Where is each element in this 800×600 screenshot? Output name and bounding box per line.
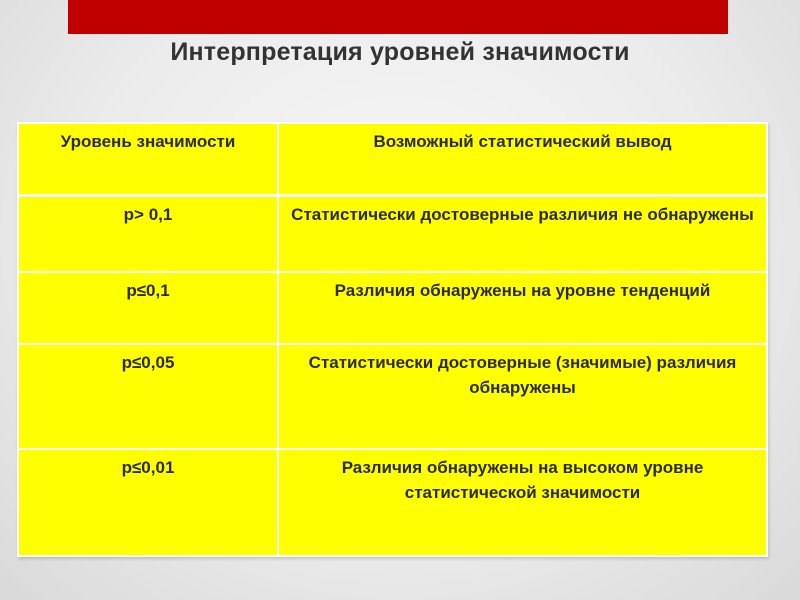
table-row (18, 272, 767, 344)
level-cell: р≤0,05 (18, 344, 278, 449)
significance-table (17, 122, 768, 557)
conclusion-cell: Статистически достоверные (значимые) различия обнаружены (278, 344, 767, 449)
table-header-row (18, 123, 767, 195)
conclusion-cell: Статистически достоверные различия не обнаружены (278, 195, 767, 272)
title-accent-bar (68, 0, 728, 34)
level-cell: р≤0,01 (18, 449, 278, 556)
level-cell: р> 0,1 (18, 195, 278, 272)
table-row (18, 449, 767, 556)
slide-title: Интерпретация уровней значимости (170, 38, 630, 66)
header-cell-conclusion: Возможный статистический вывод (278, 123, 767, 195)
conclusion-cell: Различия обнаружены на уровне тенденций (278, 272, 767, 344)
level-cell: р≤0,1 (18, 272, 278, 344)
table-row (18, 195, 767, 272)
conclusion-cell: Различия обнаружены на высоком уровне статистической значимости (278, 449, 767, 556)
header-cell-level: Уровень значимости (18, 123, 278, 195)
table-row (18, 344, 767, 449)
